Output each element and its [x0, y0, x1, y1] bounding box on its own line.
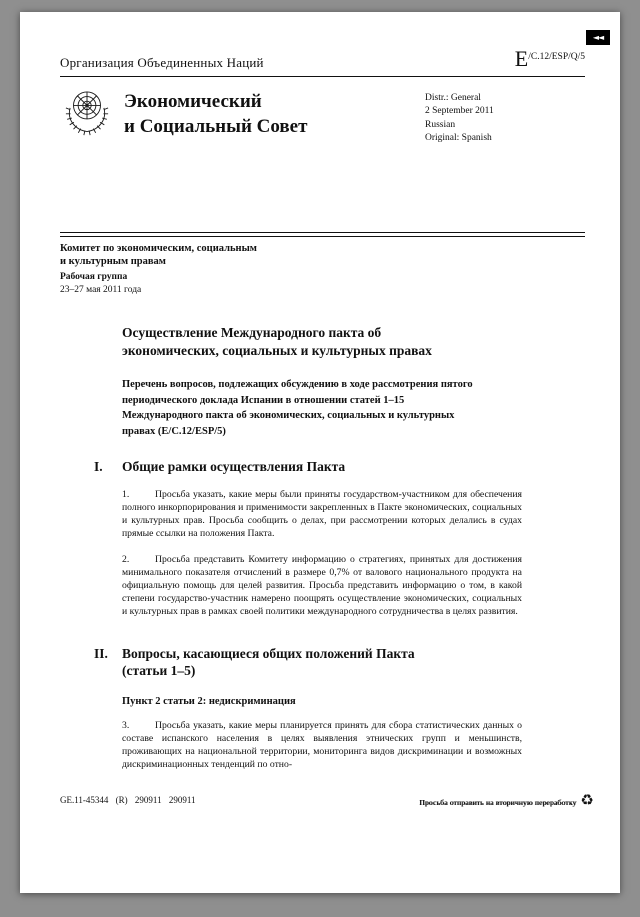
paragraph-1 [122, 488, 522, 541]
section-2-number: II. [94, 645, 108, 661]
paragraph-2 [122, 553, 522, 619]
section-2-heading [60, 645, 585, 680]
masthead-separator [60, 232, 585, 237]
recycle-note [419, 791, 594, 810]
paragraph-3-text: Просьба указать, какие меры планируется принять для сбора статистических данных о составе испанского населения в целях выявления этнических групп и меньшинств, проживающих на национальной территории, мониторинга видов дискриминации и возможных дискриминационных тенденций по отно- [122, 719, 522, 771]
council-title-line2: и Социальный Совет [124, 116, 308, 138]
page-content [20, 12, 620, 771]
paragraph-2-number: 2. [122, 553, 130, 565]
document-subtitle: Перечень вопросов, подлежащих обсуждению в ходе рассмотрения пятого периодического доклада Испании в отношении статей 1–15 Международного пакта об экономических, социальных и культурных правах (E/C.12/ESP/5) [122, 378, 473, 438]
committee-block [60, 242, 585, 297]
distr-info [425, 86, 585, 146]
paragraph-3-number: 3. [122, 719, 130, 731]
council-title-line1: Экономический [124, 91, 262, 112]
doc-symbol-letter: E [514, 46, 529, 71]
section-1-number: I. [94, 459, 103, 475]
document-header [60, 48, 585, 77]
separator-line-bottom [60, 236, 585, 237]
committee-name-line1: Комитет по экономическим, социальным [60, 242, 257, 254]
working-group-label: Рабочая группа [60, 272, 128, 283]
masthead [60, 86, 585, 146]
paragraph-1-text: Просьба указать, какие меры были приняты государством-участником для обеспечения полного инкорпорирования и применимости закрепленных в Пакте экономических, социальных и культурных прав. Просьба сообщить о делах, при рассмотрении которых делались в судах прямые ссылки на положения Пакта. [122, 488, 522, 540]
original-line: Original: Spanish [425, 133, 492, 144]
date-line: 2 September 2011 [425, 106, 494, 117]
recycle-icon: ♻ [580, 791, 594, 809]
article-subheading: Пункт 2 статьи 2: недискриминация [122, 695, 296, 707]
distr-line: Distr.: General [425, 93, 481, 103]
corner-mark: ◄◄ [586, 30, 610, 45]
council-title [124, 86, 425, 146]
doc-symbol [515, 48, 585, 71]
paragraph-1-number: 1. [122, 488, 130, 500]
section-2-title: Вопросы, касающиеся общих положений Пакта (статьи 1–5) [122, 645, 415, 679]
page-footer [60, 791, 594, 810]
committee-name-line2: и культурным правам [60, 256, 166, 268]
footer-doc-id: GE.11-45344 (R) 290911 290911 [60, 795, 196, 805]
session-dates: 23–27 мая 2011 года [60, 285, 142, 296]
section-1-title: Общие рамки осуществления Пакта [122, 459, 346, 475]
section-1-heading [60, 458, 585, 476]
document-title: Осуществление Международного пакта об экономических, социальных и культурных правах [122, 324, 432, 358]
doc-symbol-suffix: /C.12/ESP/Q/5 [528, 52, 585, 62]
paragraph-3 [122, 719, 522, 772]
org-name: Организация Объединенных Наций [60, 55, 264, 70]
un-emblem-icon [60, 86, 114, 140]
paragraph-2-text: Просьба представить Комитету информацию о стратегиях, принятых для достижения минимального показателя отчислений в размере 0,7% от валового национального продукта на официальную помощь для целей развития. Просьба представить информацию о том, в какой степени государство-участник намерено поощрять осуществление экономических, социальных и культурных прав в рамках своей политики международного сотрудничества в целях развития. [122, 553, 522, 618]
recycle-text: Просьба отправить на вторичную переработку [419, 798, 577, 807]
separator-line-top [60, 232, 585, 233]
document-page [20, 12, 620, 893]
language-line: Russian [425, 119, 456, 130]
